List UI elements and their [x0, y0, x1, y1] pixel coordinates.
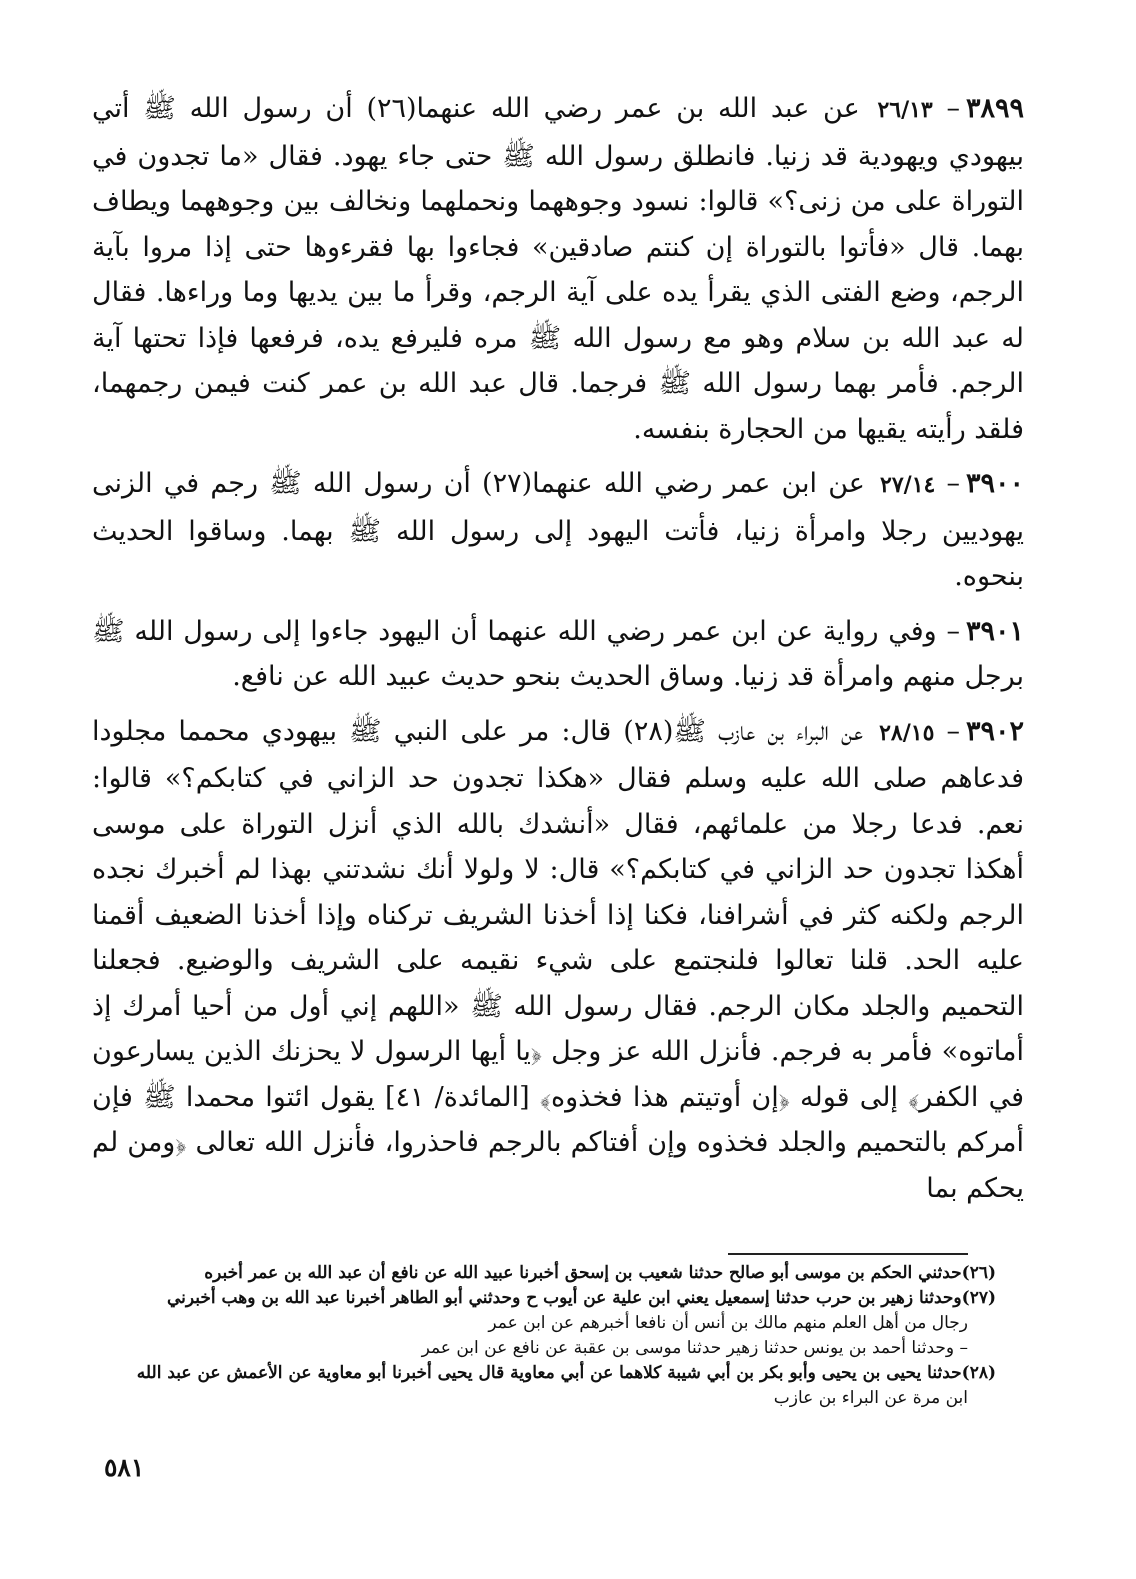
- footnotes: [92, 1261, 996, 1411]
- footnote-28: (٢٨)حدثنا يحيى بن يحيى وأبو بكر بن أبي شيبة كلاهما عن أبي معاوية قال يحيى أخبرنا أبو معاوية عن الأعمش عن عبد الله: [136, 1363, 996, 1383]
- footnote-27-continued: رجال من أهل العلم منهم مالك بن أنس أن نافعا أخبرهم عن ابن عمر: [488, 1313, 968, 1333]
- hadith-reference: ٢٨/١٥: [879, 719, 935, 746]
- hadith-number: ٣٩٠٠: [966, 468, 1025, 499]
- hadith-text: عن البراء بن عازب ﷺ(٢٨) قال: مر على النبي ﷺ بيهودي محمما مجلودا فدعاهم صلى الله عليه وسلم فقال «هكذا تجدون حد الزاني في كتابكم؟» قالوا: نعم. فدعا رجلا من علمائهم، فقال «أنشدك بالله الذي أنزل التوراة على موسى أهكذا تجدون حد الزاني في كتابكم؟» قال: لا ولولا أنك نشدتني بهذا لم أخبرك نجده الرجم ولكنه كثر في أشرافنا، فكنا إذا أخذنا الشريف تركناه وإذا أخذنا الضعيف أقمنا عليه الحد. قلنا تعالوا فلنجتمع على شيء نقيمه على الشريف والوضيع. فجعلنا التحميم والجلد مكان الرجم. فقال رسول الله ﷺ «اللهم إني أول من أحيا أمرك إذ أماتوه» فأمر به فرجم. فأنزل الله عز وجل ﴿يا أيها الرسول لا يحزنك الذين يسارعون في الكفر﴾ إلى قوله ﴿إن أوتيتم هذا فخذوه﴾ [المائدة/ ٤١] يقول ائتوا محمدا ﷺ فإن أمركم بالتحميم والجلد فخذوه وإن أفتاكم بالرجم فاحذروا، فأنزل الله تعالى ﴿ومن لم يحكم بما: [92, 715, 1024, 1204]
- hadith-3901: ٣٩٠١– وفي رواية عن ابن عمر رضي الله عنهما أن اليهود جاءوا إلى رسول الله ﷺ برجل منهم وامرأة قد زنيا. وساق الحديث بنحو حديث عبيد الله عن نافع.: [92, 615, 1024, 692]
- hadith-number: ٣٩٠٢: [966, 715, 1025, 747]
- page-number: ٥٨١: [104, 1453, 145, 1482]
- hadith-reference: ٢٧/١٤: [880, 472, 936, 498]
- hadith-3902: ٣٩٠٢– ٢٨/١٥ عن البراء بن عازب ﷺ(٢٨) قال: مر على النبي ﷺ بيهودي محمما مجلودا فدعاهم صلى الله عليه وسلم فقال «هكذا تجدون حد الزاني في كتابكم؟» قالوا: نعم. فدعا رجلا من علمائهم، فقال «أنشدك بالله الذي أنزل التوراة على موسى أهكذا تجدون حد الزاني في كتابكم؟» قال: لا ولولا أنك نشدتني بهذا لم أخبرك نجده الرجم ولكنه كثر في أشرافنا، فكنا إذا أخذنا الشريف تركناه وإذا أخذنا الضعيف أقمنا عليه الحد. قلنا تعالوا فلنجتمع على شيء نقيمه على الشريف والوضيع. فجعلنا التحميم والجلد مكان الرجم. فقال رسول الله ﷺ «اللهم إني أول من أحيا أمرك إذ أماتوه» فأمر به فرجم. فأنزل الله عز وجل ﴿يا أيها الرسول لا يحزنك الذين يسارعون في الكفر﴾ إلى قوله ﴿إن أوتيتم هذا فخذوه﴾ [المائدة/ ٤١] يقول ائتوا محمدا ﷺ فإن أمركم بالتحميم والجلد فخذوه وإن أفتاكم بالرجم فاحذروا، فأنزل الله تعالى ﴿ومن لم يحكم بما: [92, 715, 1025, 1204]
- hadith-3900: ٣٩٠٠– ٢٧/١٤ عن ابن عمر رضي الله عنهما(٢٧) أن رسول الله ﷺ رجم في الزنى يهوديين رجلا وامرأة زنيا، فأتت اليهود إلى رسول الله ﷺ بهما. وساقوا الحديث بنحوه.: [92, 468, 1025, 592]
- hadith-text: عن ابن عمر رضي الله عنهما(٢٧) أن رسول الله ﷺ رجم في الزنى يهوديين رجلا وامرأة زنيا، فأتت اليهود إلى رسول الله ﷺ بهما. وساقوا الحديث بنحوه.: [92, 468, 1024, 592]
- footnote-26: (٢٦)حدثني الحكم بن موسى أبو صالح حدثنا شعيب بن إسحق أخبرنا عبيد الله عن نافع أن عبد الله بن عمر أخبره: [204, 1263, 996, 1283]
- footnote-28-continued: ابن مرة عن البراء بن عازب: [773, 1388, 968, 1408]
- hadith-reference: ٢٦/١٣: [877, 97, 933, 123]
- footnote-27-alt-chain: – وحدثنا أحمد بن يونس حدثنا زهير حدثنا موسى بن عقبة عن نافع عن ابن عمر: [421, 1338, 968, 1358]
- hadith-text: عن عبد الله بن عمر رضي الله عنهما(٢٦) أن رسول الله ﷺ أتي بيهودي ويهودية قد زنيا. فانطلق رسول الله ﷺ حتى جاء يهود. فقال «ما تجدون في التوراة على من زنى؟» قالوا: نسود وجوههما ونحملهما ونخالف بين وجوههما ويطاف بهما. قال «فأتوا بالتوراة إن كنتم صادقين» فجاءوا بها فقرءوها حتى إذا مروا بآية الرجم، وضع الفتى الذي يقرأ يده على آية الرجم، وقرأ ما بين يديها وما وراءها. فقال له عبد الله بن سلام وهو مع رسول الله ﷺ مره فليرفع يده، فرفعها فإذا تحتها آية الرجم. فأمر بهما رسول الله ﷺ فرجما. قال عبد الله بن عمر كنت فيمن رجمهما، فلقد رأيته يقيها من الحجارة بنفسه.: [92, 93, 1025, 445]
- footnote-27: (٢٧)وحدثنا زهير بن حرب حدثنا إسمعيل يعني ابن علية عن أيوب ح وحدثني أبو الطاهر أخبرنا عبد الله بن وهب أخبرني: [166, 1288, 996, 1308]
- hadith-number: ٣٩٠١: [965, 615, 1024, 647]
- hadith-number: ٣٨٩٩: [965, 93, 1024, 124]
- hadith-body: [92, 86, 1024, 1220]
- hadith-text: وفي رواية عن ابن عمر رضي الله عنهما أن اليهود جاءوا إلى رسول الله ﷺ برجل منهم وامرأة قد زنيا. وساق الحديث بنحو حديث عبيد الله عن نافع.: [92, 615, 1024, 692]
- footnote-divider: [728, 1253, 968, 1255]
- hadith-3899: ٣٨٩٩– ٢٦/١٣ عن عبد الله بن عمر رضي الله عنهما(٢٦) أن رسول الله ﷺ أتي بيهودي ويهودية قد زنيا. فانطلق رسول الله ﷺ حتى جاء يهود. فقال «ما تجدون في التوراة على من زنى؟» قالوا: نسود وجوههما ونحملهما ونخالف بين وجوههما ويطاف بهما. قال «فأتوا بالتوراة إن كنتم صادقين» فجاءوا بها فقرءوها حتى إذا مروا بآية الرجم، وضع الفتى الذي يقرأ يده على آية الرجم، وقرأ ما بين يديها وما وراءها. فقال له عبد الله بن سلام وهو مع رسول الله ﷺ مره فليرفع يده، فرفعها فإذا تحتها آية الرجم. فأمر بهما رسول الله ﷺ فرجما. قال عبد الله بن عمر كنت فيمن رجمهما، فلقد رأيته يقيها من الحجارة بنفسه.: [92, 93, 1025, 445]
